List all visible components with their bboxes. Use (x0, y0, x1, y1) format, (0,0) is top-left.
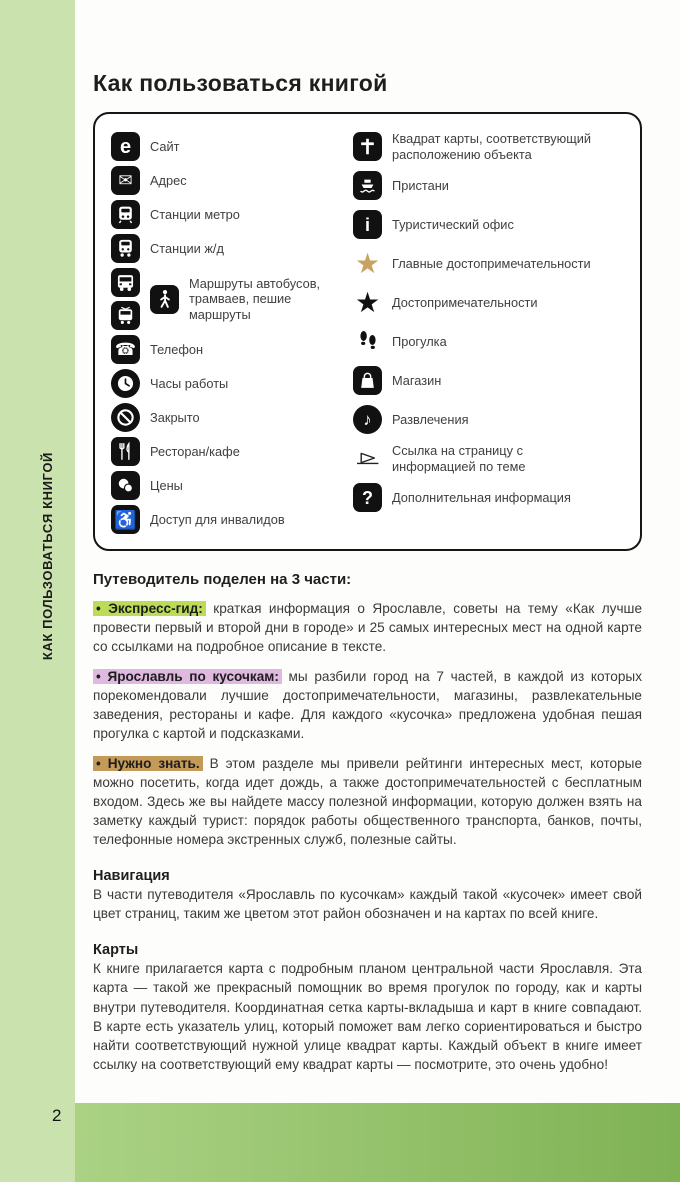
legend-label: Главные достопримечательности (392, 255, 591, 271)
legend-item-restaurant (111, 435, 353, 468)
main-content (75, 0, 680, 1074)
legend-label: Станции метро (150, 206, 240, 222)
legend-item-closed (111, 401, 353, 434)
legend-label: Маршруты автобусов, трамваев, пешие маршруты (189, 275, 321, 322)
entertainment-icon (353, 405, 382, 434)
navigation-heading: Навигация (93, 868, 170, 885)
map-square-icon (353, 132, 382, 161)
legend-item-pier (353, 169, 634, 202)
legend-item-shop (353, 364, 634, 397)
gold-star-glyph: ★ (354, 248, 381, 279)
legend-label: Ссылка на страницу с информацией по теме (392, 443, 526, 474)
legend-item-main-sights (353, 247, 634, 280)
legend-label: Магазин (392, 372, 442, 388)
bullet-tag-need-to-know: • Нужно знать. (93, 756, 203, 771)
legend-label: Цены (150, 477, 183, 493)
legend-label: Адрес (150, 172, 187, 188)
maps-heading: Карты (93, 942, 139, 959)
hours-icon (111, 369, 140, 398)
legend-label: Ресторан/кафе (150, 443, 240, 459)
walking-icon (150, 285, 179, 314)
legend-item-website (111, 130, 353, 163)
footer-color-band (75, 1103, 680, 1182)
bus-tram-stack (111, 268, 140, 330)
bullet-paragraph-need-to-know (93, 754, 642, 849)
website-icon (111, 132, 140, 161)
legend-item-walk (353, 325, 634, 358)
maps-paragraph: К книге прилагается карта с подробным планом центральной части Ярославля. Эта карта — такой же прекрасный помощник во время прогулок по городу, как и карты внутри путеводителя. Координатная сетка карты-вкладыша и карт в книге совпадают. В карте есть указатель улиц, который поможет вам легко сориентироваться и быстро найти соответствующий нужной улице квадрат карты. Каждый объект в книге имеет ссылку на соответствующий ему квадрат карты — посмотрите, это очень удобно! (93, 961, 642, 1072)
metro-icon (111, 200, 140, 229)
prices-icon (111, 471, 140, 500)
legend-item-wheelchair (111, 503, 353, 536)
address-icon (111, 166, 140, 195)
page-title: Как пользоваться книгой (93, 70, 388, 96)
legend-label: Развлечения (392, 411, 469, 427)
legend-label: Достопримечательности (392, 294, 538, 310)
legend-right-column (353, 130, 634, 537)
bus-icon (111, 268, 140, 297)
legend-label: Часы работы (150, 375, 229, 391)
legend-label: Туристический офис (392, 216, 514, 232)
question-mark-glyph: ? (362, 487, 373, 508)
wheelchair-icon (111, 505, 140, 534)
legend-label: Телефон (150, 341, 204, 357)
page-link-icon (353, 444, 382, 473)
restaurant-icon (111, 437, 140, 466)
legend-label: Станции ж/д (150, 240, 224, 256)
legend-item-prices (111, 469, 353, 502)
bullet-paragraph-express (93, 599, 642, 656)
page-number: 2 (52, 1106, 62, 1125)
legend-label: Доступ для инвалидов (150, 511, 285, 527)
legend-item-rail (111, 232, 353, 265)
website-glyph: e (119, 135, 132, 158)
legend-item-map-square (353, 130, 634, 163)
wheelchair-glyph: ♿ (114, 509, 137, 530)
footprints-icon (353, 327, 382, 356)
parts-heading: Путеводитель поделен на 3 части: (93, 571, 352, 588)
closed-icon (111, 403, 140, 432)
legend-item-page-link (353, 442, 634, 475)
bullet-text-pieces: мы разбили город на 7 частей, в каждой из которых порекомендовали лучшие достопримечательности, магазины, развлекательные заведения, рестораны и кафе. Для каждого «кусочка» предложена удобная пешая прогулка с картой и подсказками. (93, 669, 642, 742)
music-note-glyph: ♪ (363, 410, 372, 429)
bullet-tag-express: • Экспресс-гид: (93, 601, 206, 616)
main-sights-star-icon (353, 249, 382, 278)
legend-item-phone (111, 333, 353, 366)
navigation-paragraph: В части путеводителя «Ярославль по кусочкам» каждый такой «кусочек» имеет свой цвет страниц, таким же цветом этот район обозначен и на картах по всей книге. (93, 887, 642, 922)
legend-left-column (111, 130, 353, 537)
bullet-text-express: краткая информация о Ярославле, советы на тему «Как лучше провести первый и второй дни в городе» и 25 самых интересных мест на одной карте со ссылками на подробное описание в тексте. (93, 601, 643, 655)
legend-label: Закрыто (150, 409, 200, 425)
envelope-glyph: ✉ (118, 171, 133, 190)
legend-item-metro (111, 198, 353, 231)
tram-icon (111, 301, 140, 330)
sights-star-icon (353, 288, 382, 317)
sidebar (0, 0, 75, 1182)
pier-icon (353, 171, 382, 200)
legend-box (93, 112, 642, 551)
black-star-glyph: ★ (354, 287, 381, 318)
phone-icon (111, 335, 140, 364)
rail-icon (111, 234, 140, 263)
legend-label: Дополнительная информация (392, 489, 571, 505)
legend-label: Прогулка (392, 333, 447, 349)
phone-glyph: ☎ (114, 340, 137, 359)
bullet-tag-pieces: • Ярославль по кусочкам: (93, 669, 282, 684)
bullet-text-need-to-know: В этом разделе мы привели рейтинги интересных мест, которые можно посетить, когда идет дождь, а также достопримечательностей с бесплатным входом. Здесь же вы найдете массу полезной информации, которую должен взять на заметку каждый турист: порядок работы общественного транспорта, банков, почты, телефонные номера экстренных служб, полезные сайты. (93, 756, 643, 848)
legend-item-tourist-office (353, 208, 634, 241)
legend-item-hours (111, 367, 353, 400)
legend-label: Сайт (150, 138, 180, 154)
legend-item-routes (111, 266, 353, 332)
legend-item-address (111, 164, 353, 197)
legend-item-extra-info (353, 481, 634, 514)
legend-item-sights (353, 286, 634, 319)
bullet-paragraph-pieces (93, 667, 642, 743)
legend-label: Пристани (392, 177, 449, 193)
shop-icon (353, 366, 382, 395)
legend-label: Квадрат карты, соответствующий расположению объекта (392, 131, 592, 162)
legend-item-entertainment (353, 403, 634, 436)
extra-info-icon (353, 483, 382, 512)
info-i-glyph: i (364, 214, 370, 235)
tourist-office-icon (353, 210, 382, 239)
sidebar-vertical-title: КАК ПОЛЬЗОВАТЬСЯ КНИГОЙ (40, 452, 55, 661)
